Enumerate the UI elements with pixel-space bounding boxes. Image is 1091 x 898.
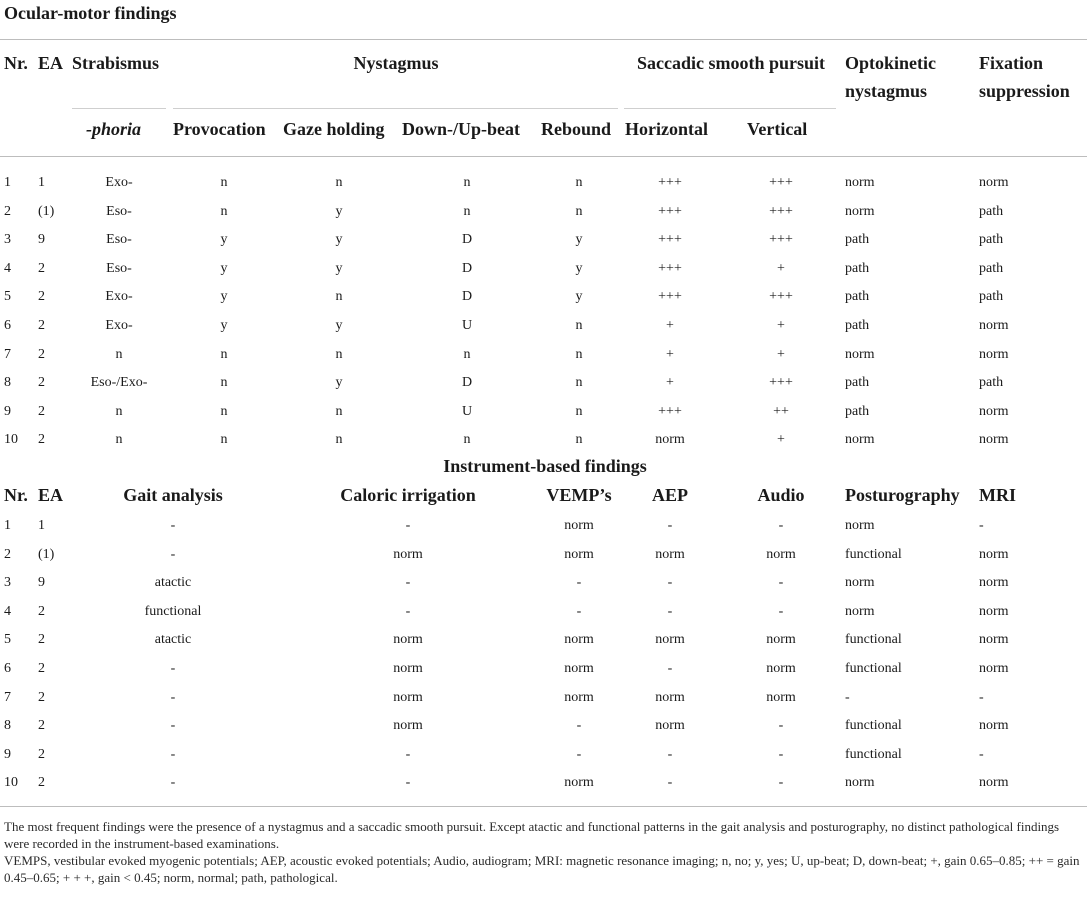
col-header-posturography: Posturography (845, 485, 960, 505)
instrument-cell-vemp: - (576, 603, 582, 619)
ocular-cell-down-up-beat: n (463, 432, 471, 448)
instrument-cell-ea: 9 (38, 575, 45, 591)
ocular-cell-vertical: +++ (769, 289, 793, 305)
ocular-cell-phoria: Eso- (106, 203, 132, 219)
ocular-cell-optokinetic: path (845, 232, 870, 248)
ocular-cell-down-up-beat: U (461, 403, 473, 419)
ocular-cell-phoria: Exo- (105, 318, 133, 333)
ocular-cell-phoria: Eso-/Exo- (90, 375, 148, 391)
instrument-cell-caloric: - (405, 746, 411, 762)
col-header-nystagmus: Nystagmus (353, 53, 439, 73)
ocular-cell-gaze-holding: n (335, 432, 343, 448)
instrument-cell-caloric: norm (393, 546, 423, 562)
instrument-cell-nr: 2 (4, 546, 11, 562)
col-header-vemp: VEMP’s (546, 485, 612, 505)
instrument-cell-mri: - (979, 689, 984, 705)
instrument-cell-gait: - (170, 718, 176, 734)
ocular-cell-down-up-beat: n (463, 203, 471, 219)
instrument-cell-audio: norm (766, 689, 796, 705)
col-header-rebound: Rebound (541, 119, 612, 139)
ocular-cell-rebound: n (575, 403, 583, 419)
col-header-optokinetic-1: Optokinetic (845, 53, 937, 73)
instrument-cell-ea: 2 (38, 661, 45, 676)
ocular-cell-gaze-holding: y (335, 318, 343, 333)
col-header-provocation: Provocation (173, 119, 266, 139)
ocular-cell-provocation: n (220, 375, 228, 391)
col-header-nr: Nr. (4, 53, 28, 73)
instrument-cell-posturography: functional (845, 661, 902, 676)
instrument-cell-audio: norm (766, 546, 796, 562)
saccadic-subrule (624, 108, 836, 109)
instrument-cell-nr: 3 (4, 575, 11, 591)
ocular-cell-fixation: path (979, 375, 1004, 391)
col-header-ea-2: EA (38, 485, 64, 505)
ocular-cell-down-up-beat: D (461, 260, 473, 276)
instrument-cell-nr: 8 (4, 718, 11, 734)
instrument-cell-vemp: - (576, 746, 582, 762)
col-header-gait: Gait analysis (123, 485, 223, 505)
ocular-cell-gaze-holding: y (335, 260, 343, 276)
instrument-cell-posturography: norm (845, 518, 875, 533)
ocular-cell-ea: 2 (38, 375, 45, 391)
ocular-cell-ea: 2 (38, 289, 45, 305)
instrument-cell-caloric: - (405, 518, 411, 533)
instrument-cell-posturography: functional (845, 746, 902, 762)
ocular-cell-gaze-holding: n (335, 289, 343, 305)
ocular-cell-vertical: +++ (769, 375, 793, 391)
ocular-cell-optokinetic: path (845, 375, 870, 391)
ocular-cell-gaze-holding: y (335, 203, 343, 219)
instrument-cell-gait: - (170, 775, 176, 791)
ocular-cell-nr: 10 (4, 432, 18, 448)
ocular-cell-nr: 8 (4, 375, 11, 391)
top-rule (0, 39, 1087, 40)
col-header-audio: Audio (757, 485, 805, 505)
instrument-cell-vemp: norm (564, 546, 594, 562)
instrument-cell-caloric: - (405, 575, 411, 591)
col-header-mri: MRI (979, 485, 1016, 505)
ocular-cell-nr: 4 (4, 260, 11, 276)
ocular-cell-rebound: n (575, 318, 583, 333)
ocular-cell-ea: (1) (38, 203, 55, 219)
ocular-cell-fixation: norm (979, 432, 1009, 448)
instrument-cell-gait: - (170, 661, 176, 676)
instrument-cell-caloric: - (405, 603, 411, 619)
instrument-cell-gait: - (170, 689, 176, 705)
ocular-cell-rebound: n (575, 175, 583, 190)
instrument-cell-mri: - (979, 746, 984, 762)
ocular-cell-ea: 9 (38, 232, 45, 248)
instrument-cell-vemp: - (576, 718, 582, 734)
col-header-fixation-2: suppression (979, 81, 1070, 101)
ocular-cell-gaze-holding: n (335, 346, 343, 362)
ocular-cell-vertical: ++ (773, 403, 789, 419)
col-header-down-up-beat: Down-/Up-beat (402, 119, 521, 139)
ocular-cell-provocation: y (220, 232, 228, 248)
ocular-cell-nr: 3 (4, 232, 11, 248)
ocular-cell-fixation: norm (979, 403, 1009, 419)
col-header-nr-2: Nr. (4, 485, 28, 505)
instrument-cell-caloric: - (405, 775, 411, 791)
instrument-cell-aep: norm (655, 546, 685, 562)
instrument-cell-audio: - (778, 518, 784, 533)
ocular-cell-ea: 1 (38, 175, 45, 190)
instrument-cell-nr: 4 (4, 603, 11, 619)
ocular-cell-optokinetic: norm (845, 203, 875, 219)
instrument-cell-posturography: functional (845, 632, 902, 648)
instrument-cell-ea: 1 (38, 518, 45, 533)
instrument-cell-posturography: norm (845, 603, 875, 619)
ocular-cell-rebound: y (575, 260, 583, 276)
ocular-cell-fixation: norm (979, 346, 1009, 362)
instrument-cell-caloric: norm (393, 718, 423, 734)
ocular-cell-vertical: +++ (769, 232, 793, 248)
instrument-cell-vemp: norm (564, 689, 594, 705)
instrument-cell-aep: norm (655, 689, 685, 705)
ocular-cell-ea: 2 (38, 260, 45, 276)
ocular-cell-vertical: + (777, 318, 785, 333)
instrument-cell-aep: - (667, 661, 673, 676)
ocular-cell-rebound: y (575, 289, 583, 305)
instrument-cell-mri: norm (979, 775, 1009, 791)
instrument-cell-aep: - (667, 518, 673, 533)
ocular-cell-horizontal: +++ (658, 403, 682, 419)
ocular-cell-optokinetic: path (845, 403, 870, 419)
ocular-cell-down-up-beat: D (461, 289, 473, 305)
nystagmus-subrule (173, 108, 618, 109)
instrument-cell-posturography: norm (845, 775, 875, 791)
instrument-cell-caloric: norm (393, 689, 423, 705)
instrument-cell-mri: norm (979, 661, 1009, 676)
ocular-cell-provocation: n (220, 403, 228, 419)
ocular-cell-gaze-holding: y (335, 232, 343, 248)
instrument-cell-aep: norm (655, 632, 685, 648)
bottom-rule (0, 806, 1087, 807)
instrument-cell-aep: - (667, 603, 673, 619)
ocular-cell-vertical: + (777, 346, 785, 362)
ocular-cell-phoria: n (115, 432, 123, 448)
ocular-cell-horizontal: +++ (658, 175, 682, 190)
instrument-cell-nr: 9 (4, 746, 11, 762)
col-header-aep: AEP (652, 485, 688, 505)
col-header-phoria: -phoria (86, 119, 142, 139)
ocular-cell-provocation: n (220, 432, 228, 448)
ocular-cell-rebound: n (575, 203, 583, 219)
ocular-cell-phoria: n (115, 346, 123, 362)
instrument-cell-aep: - (667, 575, 673, 591)
instrument-cell-posturography: functional (845, 718, 902, 734)
ocular-cell-provocation: n (220, 346, 228, 362)
instrument-cell-caloric: norm (393, 632, 423, 648)
ocular-cell-vertical: + (777, 432, 785, 448)
col-header-saccadic: Saccadic smooth pursuit (636, 53, 826, 73)
col-header-fixation-1: Fixation (979, 53, 1044, 73)
instrument-cell-mri: norm (979, 632, 1009, 648)
instrument-cell-nr: 5 (4, 632, 11, 648)
instrument-cell-ea: 2 (38, 603, 45, 619)
table-title: Ocular-motor findings (4, 3, 177, 23)
section-title-instrument: Instrument-based findings (443, 456, 647, 476)
instrument-cell-gait: - (170, 518, 176, 533)
ocular-cell-horizontal: +++ (658, 203, 682, 219)
instrument-cell-nr: 6 (4, 661, 11, 676)
ocular-cell-optokinetic: norm (845, 175, 875, 190)
instrument-cell-gait: atactic (154, 632, 192, 648)
col-header-optokinetic-2: nystagmus (845, 81, 928, 101)
ocular-cell-horizontal: +++ (658, 232, 682, 248)
instrument-cell-mri: norm (979, 718, 1009, 734)
ocular-cell-fixation: path (979, 260, 1004, 276)
instrument-cell-audio: - (778, 603, 784, 619)
instrument-cell-aep: - (667, 746, 673, 762)
col-header-caloric: Caloric irrigation (340, 485, 476, 505)
ocular-cell-optokinetic: norm (845, 346, 875, 362)
ocular-cell-down-up-beat: D (461, 232, 473, 248)
ocular-cell-ea: 2 (38, 403, 45, 419)
ocular-cell-ea: 2 (38, 432, 45, 448)
ocular-cell-optokinetic: norm (845, 432, 875, 448)
instrument-cell-vemp: - (576, 575, 582, 591)
ocular-cell-fixation: path (979, 203, 1004, 219)
footnote-summary: The most frequent findings were the presence of a nystagmus and a saccadic smooth pursuit. Except atactic and functional patterns in the gait analysis and posturography, no distinct pathological findings were recorded in the instrument-based examinations. (4, 819, 1060, 851)
ocular-cell-optokinetic: path (845, 289, 870, 305)
ocular-cell-horizontal: + (666, 318, 674, 333)
ocular-cell-provocation: n (220, 175, 228, 190)
ocular-cell-provocation: n (220, 203, 228, 219)
ocular-cell-down-up-beat: n (463, 175, 471, 190)
ocular-cell-nr: 1 (4, 175, 11, 190)
col-header-ea: EA (38, 53, 64, 73)
ocular-cell-nr: 6 (4, 318, 11, 333)
instrument-cell-gait: functional (144, 603, 202, 619)
instrument-cell-audio: - (778, 746, 784, 762)
ocular-cell-ea: 2 (38, 318, 45, 333)
ocular-cell-rebound: n (575, 432, 583, 448)
strabismus-subrule (72, 108, 166, 109)
ocular-cell-horizontal: + (666, 375, 674, 391)
ocular-cell-fixation: path (979, 232, 1004, 248)
instrument-cell-ea: 2 (38, 718, 45, 734)
ocular-cell-provocation: y (220, 289, 228, 305)
ocular-cell-down-up-beat: n (463, 346, 471, 362)
ocular-cell-fixation: norm (979, 175, 1009, 190)
instrument-cell-posturography: norm (845, 575, 875, 591)
instrument-cell-posturography: functional (845, 546, 902, 562)
ocular-cell-phoria: Exo- (105, 289, 133, 305)
instrument-cell-vemp: norm (564, 661, 594, 676)
instrument-cell-mri: norm (979, 575, 1009, 591)
ocular-cell-optokinetic: path (845, 260, 870, 276)
instrument-cell-audio: - (778, 718, 784, 734)
col-header-gaze-holding: Gaze holding (283, 119, 385, 139)
instrument-cell-vemp: norm (564, 518, 594, 533)
ocular-cell-gaze-holding: y (335, 375, 343, 391)
ocular-cell-phoria: Eso- (106, 260, 132, 276)
instrument-cell-mri: norm (979, 546, 1009, 562)
ocular-cell-phoria: Eso- (106, 232, 132, 248)
ocular-cell-rebound: y (575, 232, 583, 248)
ocular-cell-provocation: y (220, 318, 228, 333)
ocular-cell-phoria: Exo- (105, 175, 133, 190)
ocular-cell-nr: 5 (4, 289, 11, 305)
instrument-cell-nr: 7 (4, 689, 11, 705)
ocular-cell-nr: 9 (4, 403, 11, 419)
ocular-cell-vertical: +++ (769, 203, 793, 219)
instrument-cell-vemp: norm (564, 775, 594, 791)
ocular-cell-horizontal: + (666, 346, 674, 362)
instrument-cell-aep: - (667, 775, 673, 791)
ocular-cell-down-up-beat: U (461, 318, 473, 333)
instrument-cell-gait: atactic (154, 575, 192, 591)
ocular-cell-vertical: + (777, 260, 785, 276)
ocular-cell-fixation: norm (979, 318, 1009, 333)
instrument-cell-mri: norm (979, 603, 1009, 619)
ocular-cell-ea: 2 (38, 346, 45, 362)
instrument-cell-audio: - (778, 775, 784, 791)
ocular-cell-provocation: y (220, 260, 228, 276)
ocular-cell-horizontal: +++ (658, 260, 682, 276)
col-header-vertical: Vertical (747, 119, 808, 139)
ocular-cell-rebound: n (575, 375, 583, 391)
ocular-cell-gaze-holding: n (335, 175, 343, 190)
instrument-cell-vemp: norm (564, 632, 594, 648)
instrument-cell-ea: 2 (38, 632, 45, 648)
instrument-cell-nr: 1 (4, 518, 11, 533)
ocular-cell-horizontal: +++ (658, 289, 682, 305)
instrument-cell-ea: 2 (38, 775, 45, 791)
instrument-cell-nr: 10 (4, 775, 18, 791)
instrument-cell-gait: - (170, 746, 176, 762)
col-header-horizontal: Horizontal (625, 119, 708, 139)
ocular-cell-nr: 7 (4, 346, 11, 362)
ocular-cell-horizontal: norm (655, 432, 685, 448)
ocular-cell-vertical: +++ (769, 175, 793, 190)
ocular-cell-gaze-holding: n (335, 403, 343, 419)
instrument-cell-ea: (1) (38, 546, 55, 562)
instrument-cell-ea: 2 (38, 689, 45, 705)
instrument-cell-audio: - (778, 575, 784, 591)
instrument-cell-posturography: - (845, 689, 850, 705)
footnote-abbreviations: VEMPS, vestibular evoked myogenic potentials; AEP, acoustic evoked potentials; Audio, audiogram; MRI: magnetic resonance imaging; n, no; y, yes; U, up-beat; D, down-beat; +, gain 0.65–0.85; ++ = gain 0.45–0.65; + + +, gain < 0.45; norm, normal; path, pathological. (4, 853, 1080, 885)
ocular-cell-fixation: path (979, 289, 1004, 305)
instrument-cell-ea: 2 (38, 746, 45, 762)
ocular-cell-nr: 2 (4, 203, 11, 219)
ocular-cell-down-up-beat: D (461, 375, 473, 391)
instrument-cell-audio: norm (766, 632, 796, 648)
ocular-cell-optokinetic: path (845, 318, 870, 333)
ocular-cell-phoria: n (115, 403, 123, 419)
instrument-cell-audio: norm (766, 661, 796, 676)
instrument-cell-caloric: norm (393, 661, 423, 676)
col-header-strabismus: Strabismus (72, 53, 160, 73)
instrument-cell-mri: - (979, 518, 984, 533)
instrument-cell-aep: norm (655, 718, 685, 734)
header-rule (0, 156, 1087, 157)
instrument-cell-gait: - (170, 546, 176, 562)
ocular-cell-rebound: n (575, 346, 583, 362)
